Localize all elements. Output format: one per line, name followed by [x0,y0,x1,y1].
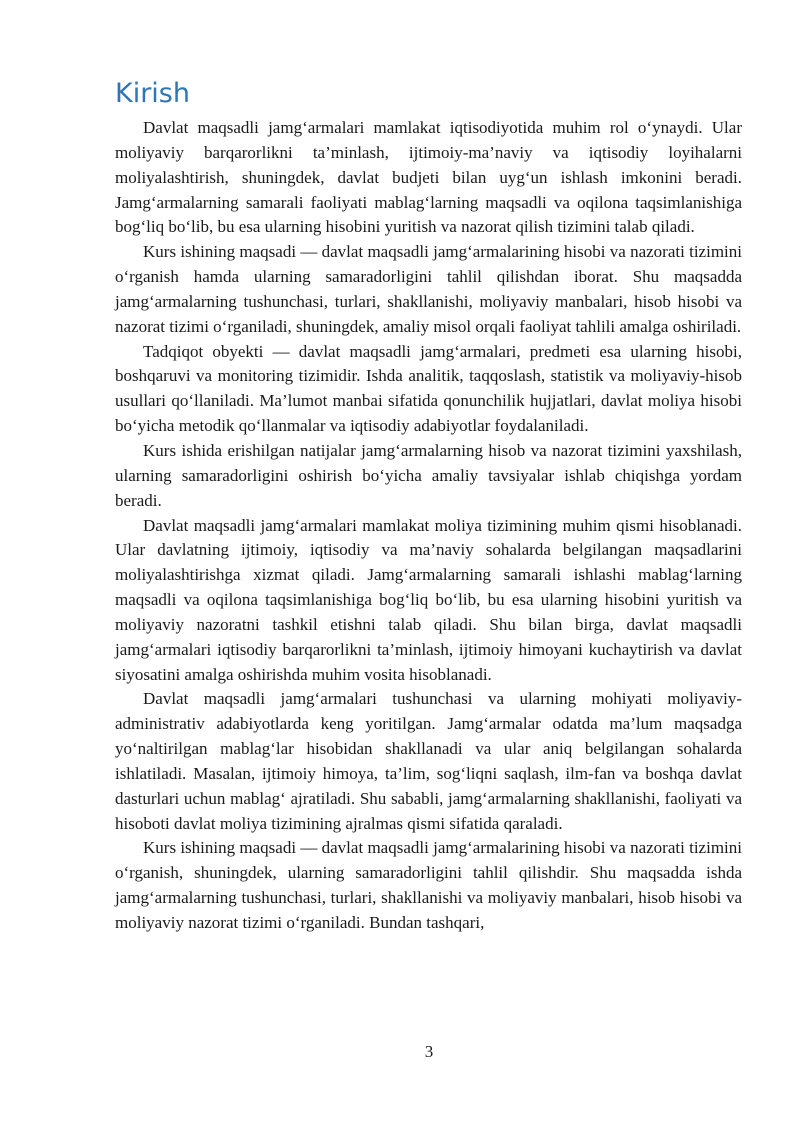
page-number: 3 [424,1042,434,1061]
paragraph-6: Davlat maqsadli jamg‘armalari tushunchasi va ularning mohiyati moliyaviy-administrativ adabiyotlarda keng yoritilgan. Jamg‘armalar odatda ma’lum maqsadga yo‘naltirilgan mablag‘lar hisobidan shakllanadi va ular aniq belgilangan sohalarda ishlatiladi. Masalan, ijtimoiy himoya, ta’lim, sog‘liqni saqlash, ilm-fan va boshqa davlat dasturlari uchun mablag‘ ajratiladi. Shu sababli, jamg‘armalarning shakllanishi, faoliyati va hisoboti davlat moliya tizimining ajralmas qismi sifatida qaraladi. [115,689,742,833]
paragraph-7: Kurs ishining maqsadi — davlat maqsadli jamg‘armalarining hisobi va nazorati tizimini o‘rganish, shuningdek, ularning samaradorligini tahlil qilishdir. Shu maqsadda ishda jamg‘armalarning tushunchasi, turlari, shakllanishi va moliyaviy manbalari, hisob hisobi va moliyaviy nazorat tizimi o‘rganiladi. Bundan tashqari, [115,838,742,932]
paragraph-2: Kurs ishining maqsadi — davlat maqsadli jamg‘armalarining hisobi va nazorati tizimini o‘rganish hamda ularning samaradorligini tahlil qilishdan iborat. Shu maqsadda jamg‘armalarning tushunchasi, turlari, shakllanishi, moliyaviy manbalari, hisob hisobi va nazorat tizimi o‘rganiladi, shuningdek, amaliy misol orqali faoliyat tahlili amalga oshiriladi. [115,242,742,336]
paragraph-4: Kurs ishida erishilgan natijalar jamg‘armalarning hisob va nazorat tizimini yaxshilash, ularning samaradorligini oshirish bo‘yicha amaliy tavsiyalar ishlab chiqishga yordam beradi. [115,440,742,510]
paragraph-5: Davlat maqsadli jamg‘armalari mamlakat moliya tizimining muhim qismi hisoblanadi. Ular davlatning ijtimoiy, iqtisodiy va ma’naviy sohalarda belgilangan maqsadlarini moliyalashtirishga xizmat qiladi. Jamg‘armalarning samarali ishlashi mablag‘larning maqsadli va oqilona taqsimlanishiga bog‘liq bo‘lib, bu esa ularning hisobini yuritish va moliyaviy nazoratni tashkil etishni talab qiladi. Shu bilan birga, davlat maqsadli jamg‘armalari iqtisodiy barqarorlikni ta’minlash, ijtimoiy himoyani kuchaytirish va davlat siyosatini amalga oshirishda muhim vosita hisoblanadi. [115,515,742,684]
section-heading: Kirish [115,78,190,109]
body-text [115,116,742,936]
paragraph-1: Davlat maqsadli jamg‘armalari mamlakat iqtisodiyotida muhim rol o‘ynaydi. Ular moliyaviy barqarorlikni ta’minlash, ijtimoiy-ma’naviy va iqtisodiy loyihalarni moliyalashtirish, shuningdek, davlat budjeti bilan uyg‘un ishlash imkonini beradi. Jamg‘armalarning samarali faoliyati mablag‘larning maqsadli va oqilona taqsimlanishiga bog‘liq bo‘lib, bu esa ularning hisobini yuritish va nazorat qilish tizimini talab qiladi. [115,118,742,237]
paragraph-3: Tadqiqot obyekti — davlat maqsadli jamg‘armalari, predmeti esa ularning hisobi, boshqaruvi va monitoring tizimidir. Ishda analitik, taqqoslash, statistik va moliyaviy-hisob usullari qo‘llaniladi. Ma’lumot manbai sifatida qonunchilik hujjatlari, davlat moliya hisobi bo‘yicha metodik qo‘llanmalar va iqtisodiy adabiyotlar foydalaniladi. [115,341,742,436]
